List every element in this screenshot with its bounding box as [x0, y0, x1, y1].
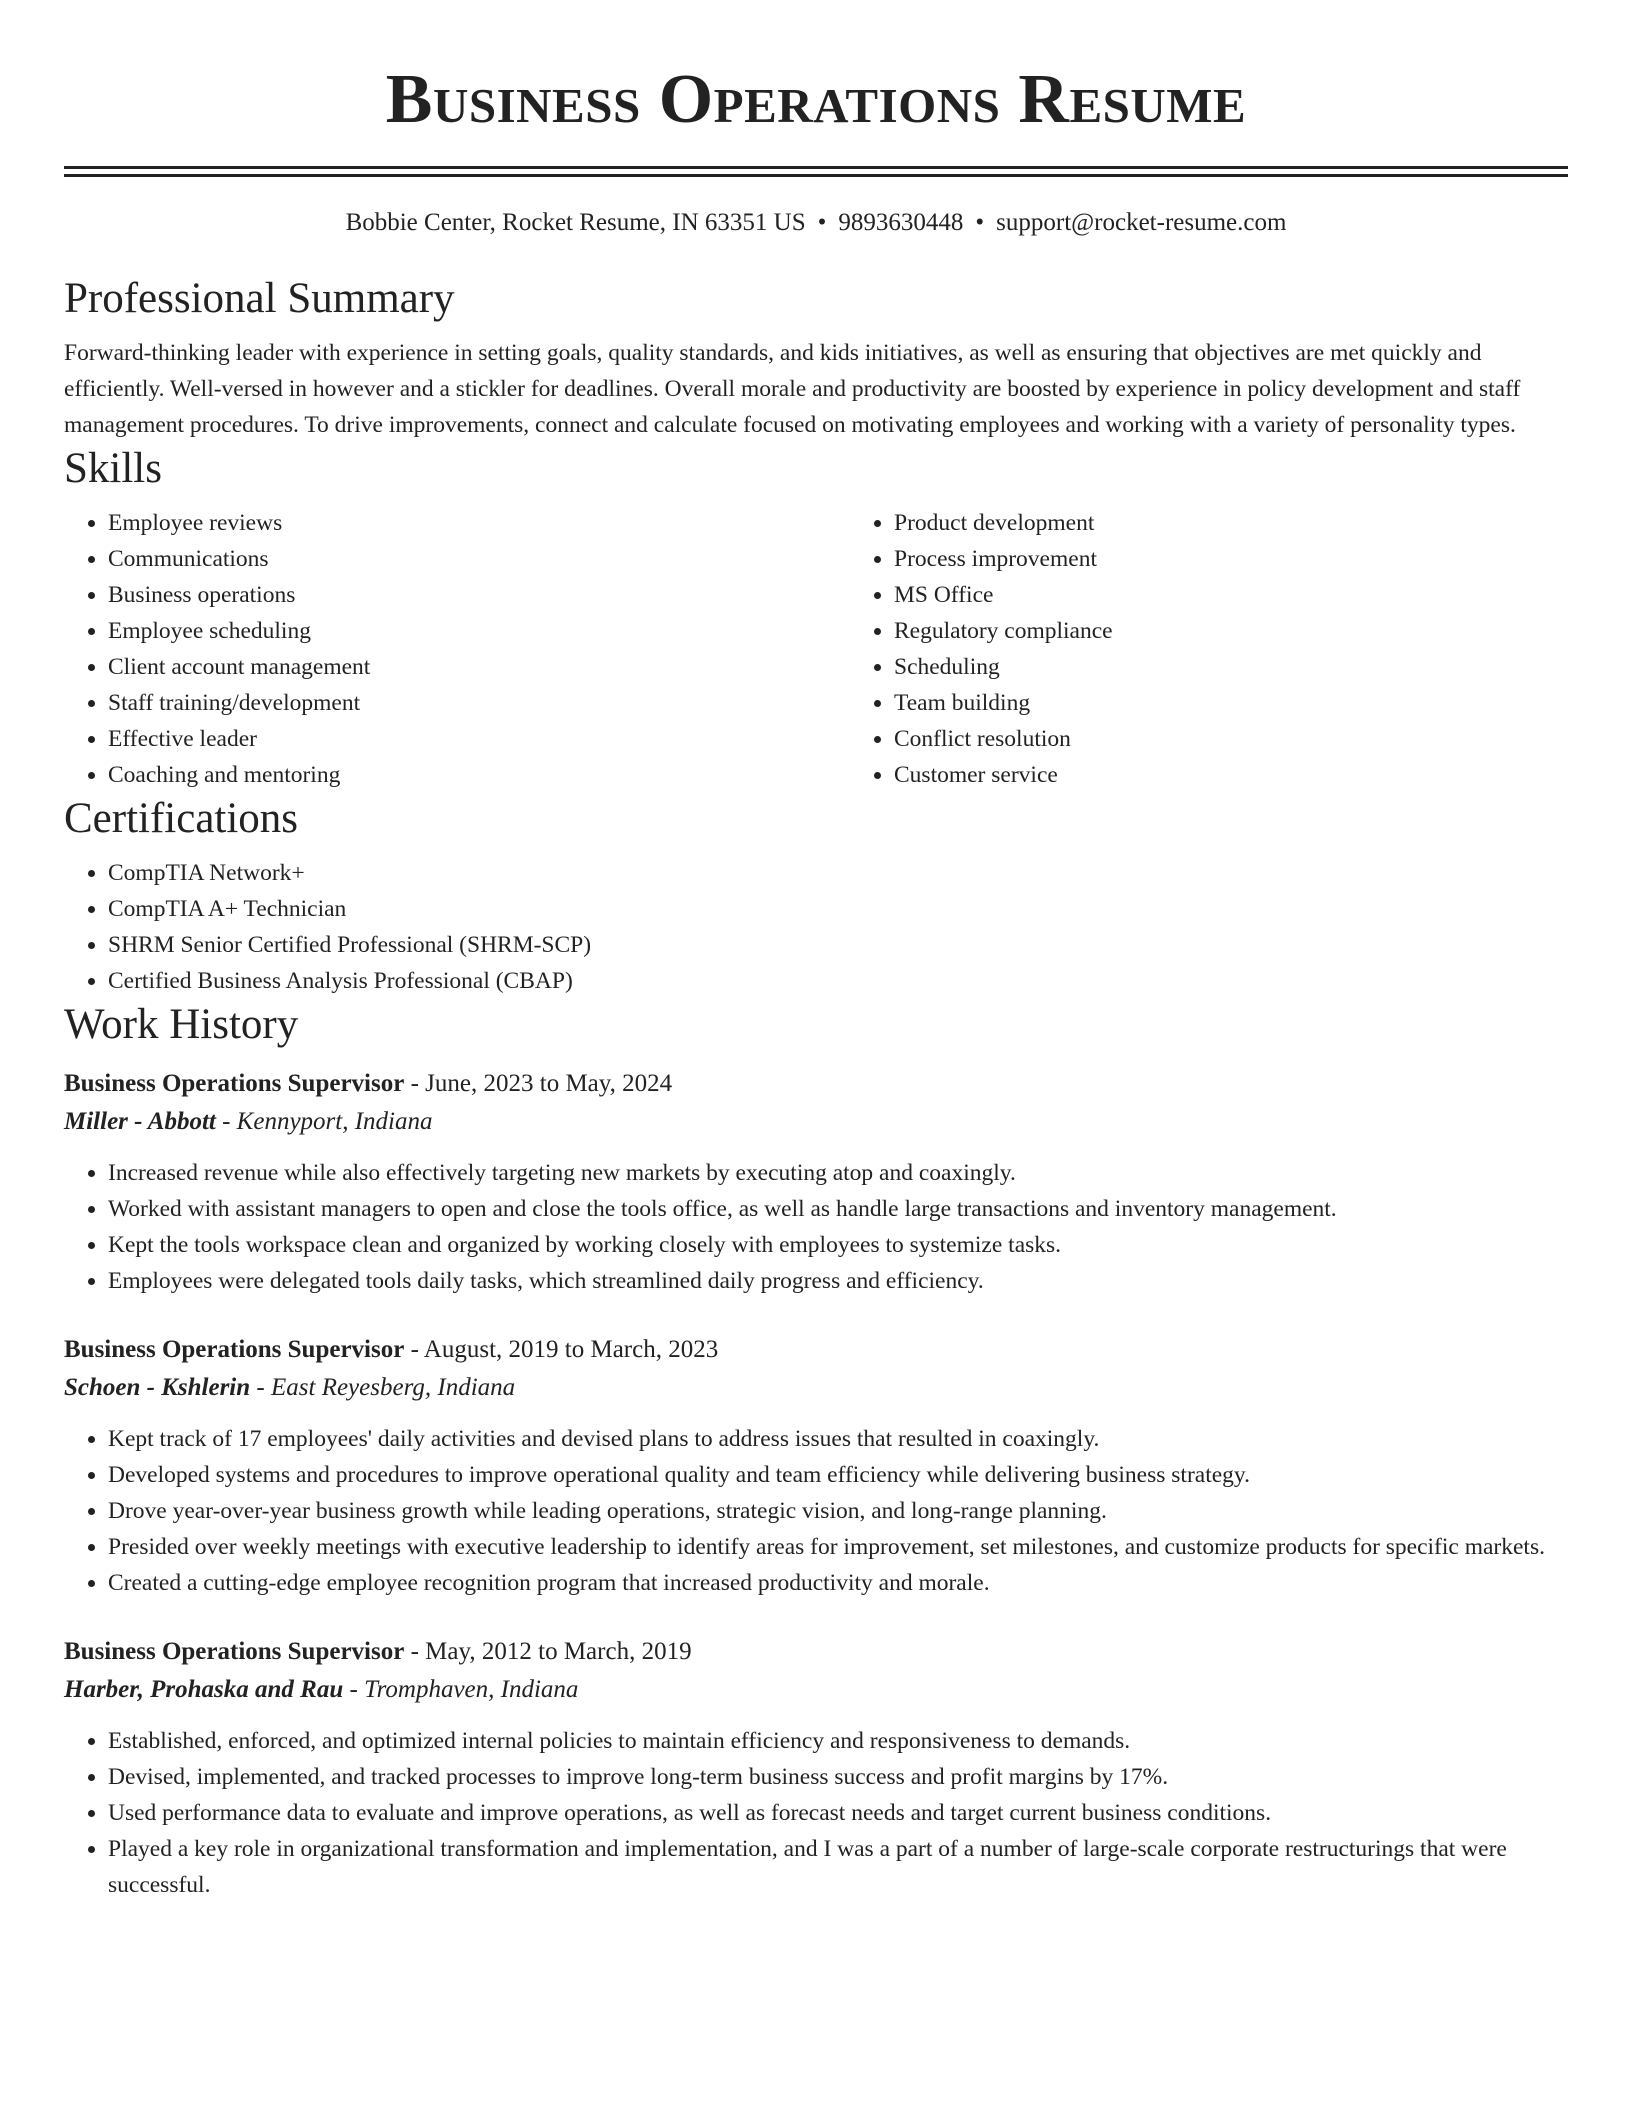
certification-item: • CompTIA Network+ [108, 855, 1568, 891]
job-entry [64, 1331, 1568, 1601]
certifications-list [64, 855, 1568, 999]
skill-item: • Regulatory compliance [894, 613, 1568, 649]
skill-item: • Client account management [108, 649, 850, 685]
job-bullets [64, 1723, 1568, 1903]
job-bullet: • Worked with assistant managers to open and close the tools office, as well as handle large transactions and inventory management. [108, 1191, 1568, 1227]
job-company-line [64, 1103, 1568, 1141]
contact-email: support@rocket-resume.com [996, 209, 1287, 236]
contact-separator: • [817, 209, 827, 236]
job-bullet: • Presided over weekly meetings with executive leadership to identify areas for improvement, set milestones, and customize products for specific markets. [108, 1529, 1568, 1565]
skill-item: • Business operations [108, 577, 850, 613]
skills-heading: Skills [64, 445, 162, 492]
job-entry [64, 1633, 1568, 1903]
skill-item: • Process improvement [894, 541, 1568, 577]
job-bullet: • Used performance data to evaluate and improve operations, as well as forecast needs and target current business conditions. [108, 1795, 1568, 1831]
contact-address: Bobbie Center, Rocket Resume, IN 63351 US [345, 209, 806, 236]
skill-item: • Staff training/development [108, 685, 850, 721]
job-bullet: • Established, enforced, and optimized internal policies to maintain efficiency and responsiveness to demands. [108, 1723, 1568, 1759]
skill-item: • Communications [108, 541, 850, 577]
certification-item: • SHRM Senior Certified Professional (SHRM-SCP) [108, 927, 1568, 963]
job-title: Business Operations Supervisor [64, 1638, 405, 1665]
job-bullet: • Created a cutting-edge employee recognition program that increased productivity and morale. [108, 1565, 1568, 1601]
skill-item: • Employee reviews [108, 505, 850, 541]
skill-item: • Coaching and mentoring [108, 757, 850, 793]
job-dates: - August, 2019 to March, 2023 [404, 1336, 719, 1363]
skill-item: • Scheduling [894, 649, 1568, 685]
title-divider [64, 166, 1568, 177]
job-bullet: • Kept the tools workspace clean and organized by working closely with employees to systemize tasks. [108, 1227, 1568, 1263]
job-bullet: • Drove year-over-year business growth while leading operations, strategic vision, and long-range planning. [108, 1493, 1568, 1529]
certifications-heading: Certifications [64, 795, 299, 842]
job-company-line [64, 1671, 1568, 1709]
job-location: - Tromphaven, Indiana [343, 1676, 579, 1703]
job-bullet: • Increased revenue while also effectively targeting new markets by executing atop and coaxingly. [108, 1155, 1568, 1191]
job-company: Schoen - Kshlerin [64, 1374, 251, 1401]
job-bullets [64, 1421, 1568, 1601]
skill-item: • Effective leader [108, 721, 850, 757]
skills-list [64, 505, 1568, 793]
job-header [64, 1331, 1568, 1369]
skill-item: • Team building [894, 685, 1568, 721]
job-header [64, 1633, 1568, 1671]
skill-item: • MS Office [894, 577, 1568, 613]
job-bullet: • Played a key role in organizational transformation and implementation, and I was a part of a number of large-scale corporate restructurings that were successful. [108, 1831, 1568, 1903]
job-dates: - May, 2012 to March, 2019 [404, 1638, 692, 1665]
contact-line [64, 207, 1568, 239]
skill-item: • Product development [894, 505, 1568, 541]
job-bullet: • Devised, implemented, and tracked processes to improve long-term business success and profit margins by 17%. [108, 1759, 1568, 1795]
job-title: Business Operations Supervisor [64, 1336, 405, 1363]
certification-item: • Certified Business Analysis Professional (CBAP) [108, 963, 1568, 999]
job-entry [64, 1065, 1568, 1299]
job-company: Harber, Prohaska and Rau [64, 1676, 344, 1703]
job-bullet: • Employees were delegated tools daily tasks, which streamlined daily progress and efficiency. [108, 1263, 1568, 1299]
skills-column-left [64, 505, 850, 793]
job-header [64, 1065, 1568, 1103]
contact-phone: 9893630448 [838, 209, 964, 236]
job-company-line [64, 1369, 1568, 1407]
job-location: - Kennyport, Indiana [215, 1108, 433, 1135]
summary-heading: Professional Summary [64, 275, 455, 322]
job-bullet: • Developed systems and procedures to improve operational quality and team efficiency while delivering business strategy. [108, 1457, 1568, 1493]
job-location: - East Reyesberg, Indiana [250, 1374, 516, 1401]
summary-text: Forward-thinking leader with experience in setting goals, quality standards, and kids initiatives, as well as ensuring that objectives are met quickly and efficiently. Well-versed in however and a stickler for deadlines. Overall morale and productivity are boosted by experience in policy development and staff management procedures. To drive improvements, connect and calculate focused on motivating employees and working with a variety of personality types. [64, 340, 1521, 438]
skill-item: • Conflict resolution [894, 721, 1568, 757]
certification-item: • CompTIA A+ Technician [108, 891, 1568, 927]
skill-item: • Customer service [894, 757, 1568, 793]
job-bullet: • Kept track of 17 employees' daily activities and devised plans to address issues that resulted in coaxingly. [108, 1421, 1568, 1457]
resume-title: Business Operations Resume [385, 61, 1247, 138]
job-company: Miller - Abbott [64, 1108, 216, 1135]
job-title: Business Operations Supervisor [64, 1070, 405, 1097]
work-history-heading: Work History [64, 1001, 299, 1048]
job-dates: - June, 2023 to May, 2024 [404, 1070, 673, 1097]
job-bullets [64, 1155, 1568, 1299]
contact-separator: • [975, 209, 985, 236]
skills-column-right [850, 505, 1568, 793]
skill-item: • Employee scheduling [108, 613, 850, 649]
